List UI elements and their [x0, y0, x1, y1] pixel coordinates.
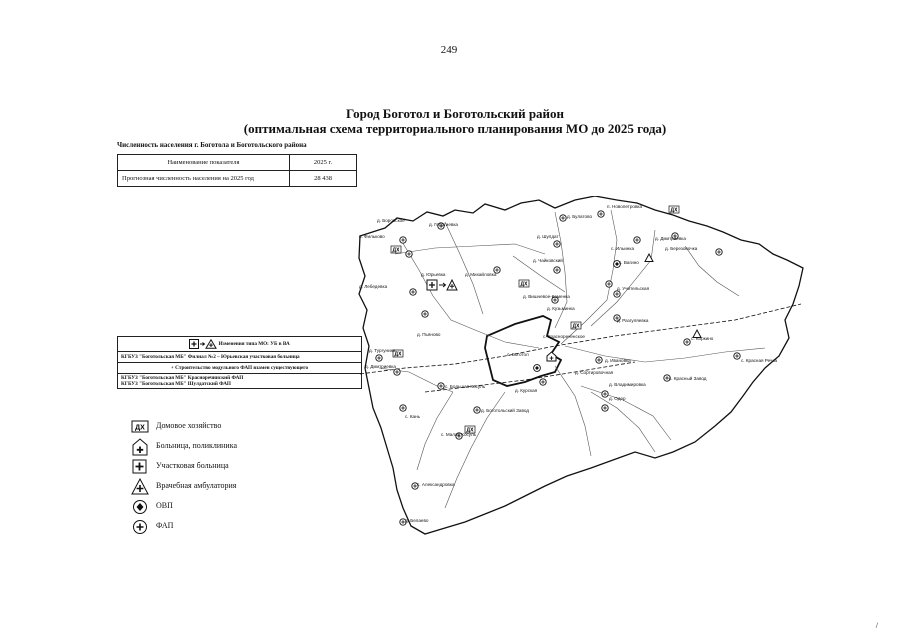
settlement-label: д. Дмитриевка — [655, 236, 686, 241]
settlement-label: д. Белаево — [405, 518, 429, 523]
house-icon — [519, 280, 529, 287]
house-icon — [571, 322, 581, 329]
fap-icon — [400, 237, 406, 243]
changes-row-type-change — [118, 337, 361, 352]
fap-icon — [540, 379, 546, 385]
settlement-label: д. Курская — [515, 388, 538, 393]
population-value-cell: 28 438 — [290, 171, 357, 187]
changes-modular-label: Строительство модульного ФАП взамен существующего — [175, 365, 309, 371]
settlement-label: д. Дмитриевка — [365, 364, 396, 369]
settlement-label: д. Боровское — [377, 218, 405, 223]
fap-icon — [406, 251, 412, 257]
district-map — [355, 196, 805, 536]
settlement-label: д. Одер — [609, 396, 626, 401]
settlement-label: д. Владимировка — [609, 382, 646, 387]
settlement-label: п. Фильково — [359, 234, 385, 239]
fap-icon — [438, 383, 444, 389]
population-indicator-cell: Прогнозная численность населения на 2025 год — [118, 171, 290, 187]
fap-icon — [131, 518, 153, 536]
legend-label-ovp: ОВП — [156, 501, 173, 510]
settlement-label: д. Тургуниха — [369, 348, 396, 353]
settlement-label: с. Красный Завод — [669, 376, 707, 381]
fap-icon — [410, 289, 416, 295]
fap-icon — [634, 237, 640, 243]
settlement-label: д. Кузьминка — [547, 306, 575, 311]
legend-label-hospital: Больница, поликлиника — [156, 441, 238, 450]
district-hospital-icon — [427, 280, 437, 290]
settlement-label: с. Боготол — [507, 352, 529, 357]
fap-icon — [602, 391, 608, 397]
house-code: ДХ — [572, 323, 580, 330]
house-code: ДХ — [394, 351, 402, 358]
settlement-label: с. Краснореченское — [543, 334, 585, 339]
arrow-to-ambulatory-icon — [439, 280, 457, 290]
fap-icon — [734, 353, 740, 359]
changes-type-label: Изменения типа МО: УБ в ВА — [218, 341, 290, 348]
legend-label-house: Домовое хозяйство — [156, 421, 222, 430]
population-caption: Численность населения г. Боготола и Боготольского района — [117, 141, 307, 149]
settlement-label: с. Кань — [405, 414, 421, 419]
settlement-label: д. Березовочка — [665, 246, 698, 251]
house-icon-code: ДХ — [135, 424, 145, 432]
hospital-icon — [131, 438, 153, 456]
ovp-icon — [131, 498, 153, 516]
settlement-label: с. Александровка — [417, 482, 455, 487]
fap-icon — [474, 407, 480, 413]
settlement-label: п. Новопетровка — [607, 204, 643, 209]
fap-icon — [554, 241, 560, 247]
legend-label-ambulatory: Врачебная амбулатория — [156, 481, 237, 490]
settlement-label: с. Ильинка — [611, 246, 634, 251]
fap-icon — [394, 369, 400, 375]
hospital-icon — [547, 352, 556, 361]
settlement-label: д. Ивановка — [605, 358, 631, 363]
settlement-label: д. Шулдат — [537, 234, 559, 239]
legend-label-fap: ФАП — [156, 521, 174, 530]
fap-icon — [560, 215, 566, 221]
house-icon — [669, 206, 679, 213]
fap-icon — [614, 291, 620, 297]
small-plus-icon: + — [170, 365, 176, 371]
ambulatory-icon — [131, 478, 153, 496]
settlement-label: д. Учительская — [617, 286, 650, 291]
corner-mark: / — [875, 621, 878, 630]
fap-icon — [602, 405, 608, 411]
fap-icon — [596, 357, 602, 363]
house-code: ДХ — [392, 247, 400, 254]
fap-icon — [422, 311, 428, 317]
fap-icon — [376, 355, 382, 361]
ovp-icon — [534, 365, 541, 372]
settlement-label: д. Пьяново — [417, 332, 441, 337]
settlement-label: д. Юрьевка — [421, 272, 446, 277]
population-table-header — [118, 155, 357, 171]
house-icon — [391, 246, 401, 253]
population-table — [117, 154, 357, 187]
settlement-label: с. Вагино — [619, 260, 639, 265]
changes-row-modular-fap — [118, 363, 361, 374]
changes-box — [117, 336, 362, 389]
fap-icon — [684, 339, 690, 345]
house-code: ДХ — [520, 281, 528, 288]
house-icon — [131, 418, 153, 436]
changes-row-yurievka: КГБУЗ "Боготольская МБ" Филиал №2 – Юрьевская участковая больница — [118, 352, 361, 363]
changes-shuldatsky-fap: КГБУЗ "Боготольская МБ" Шулдатский ФАП — [121, 381, 231, 387]
settlement-label: д. Георгиевка — [429, 222, 458, 227]
table-row — [118, 171, 357, 187]
district-hospital-icon — [131, 458, 153, 476]
settlement-label: д. Разгуляевка — [617, 318, 649, 323]
fap-icon — [554, 267, 560, 273]
settlement-label: с. Большая Косуль — [445, 384, 486, 389]
legend-label-district-hospital: Участковая больница — [156, 461, 229, 470]
population-table-header-year: 2025 г. — [290, 155, 357, 171]
settlement-label: д. Чайковский — [533, 258, 563, 263]
settlement-label: д. Вишневое-Каменка — [523, 294, 570, 299]
road-network — [379, 210, 765, 508]
changes-row-fap-pair — [118, 374, 361, 388]
settlement-label: с. Коркино — [691, 336, 714, 341]
page-number: 249 — [440, 44, 458, 56]
changes-krasnorechinsky-fap: КГБУЗ "Боготольская МБ" Красноречинский ФАП — [121, 375, 244, 381]
fap-icon — [716, 249, 722, 255]
settlement-label: д. Сортировочная — [575, 370, 614, 375]
population-table-header-indicator: Наименование показателя — [118, 155, 290, 171]
fap-icon — [598, 211, 604, 217]
hospital-to-ambulatory-icon — [189, 339, 217, 349]
fap-icon — [606, 281, 612, 287]
settlement-label: д. Михайловка — [465, 272, 497, 277]
settlement-label: с. Малая Косуль — [441, 432, 477, 437]
house-code: ДХ — [466, 427, 474, 434]
settlement-label: д. Булатово — [567, 214, 593, 219]
fap-icon — [400, 405, 406, 411]
house-code: ДХ — [670, 207, 678, 214]
settlement-label: д. Боготольский Завод — [481, 408, 529, 413]
map-title: Город Боготол и Боготольский район — [345, 106, 565, 121]
settlement-label: с. Красная Речка — [741, 358, 778, 363]
town-boundary — [485, 316, 561, 386]
settlement-label: д. Лебедевка — [359, 284, 388, 289]
map-subtitle: (оптимальная схема территориального планирования МО до 2025 года) — [243, 121, 667, 136]
